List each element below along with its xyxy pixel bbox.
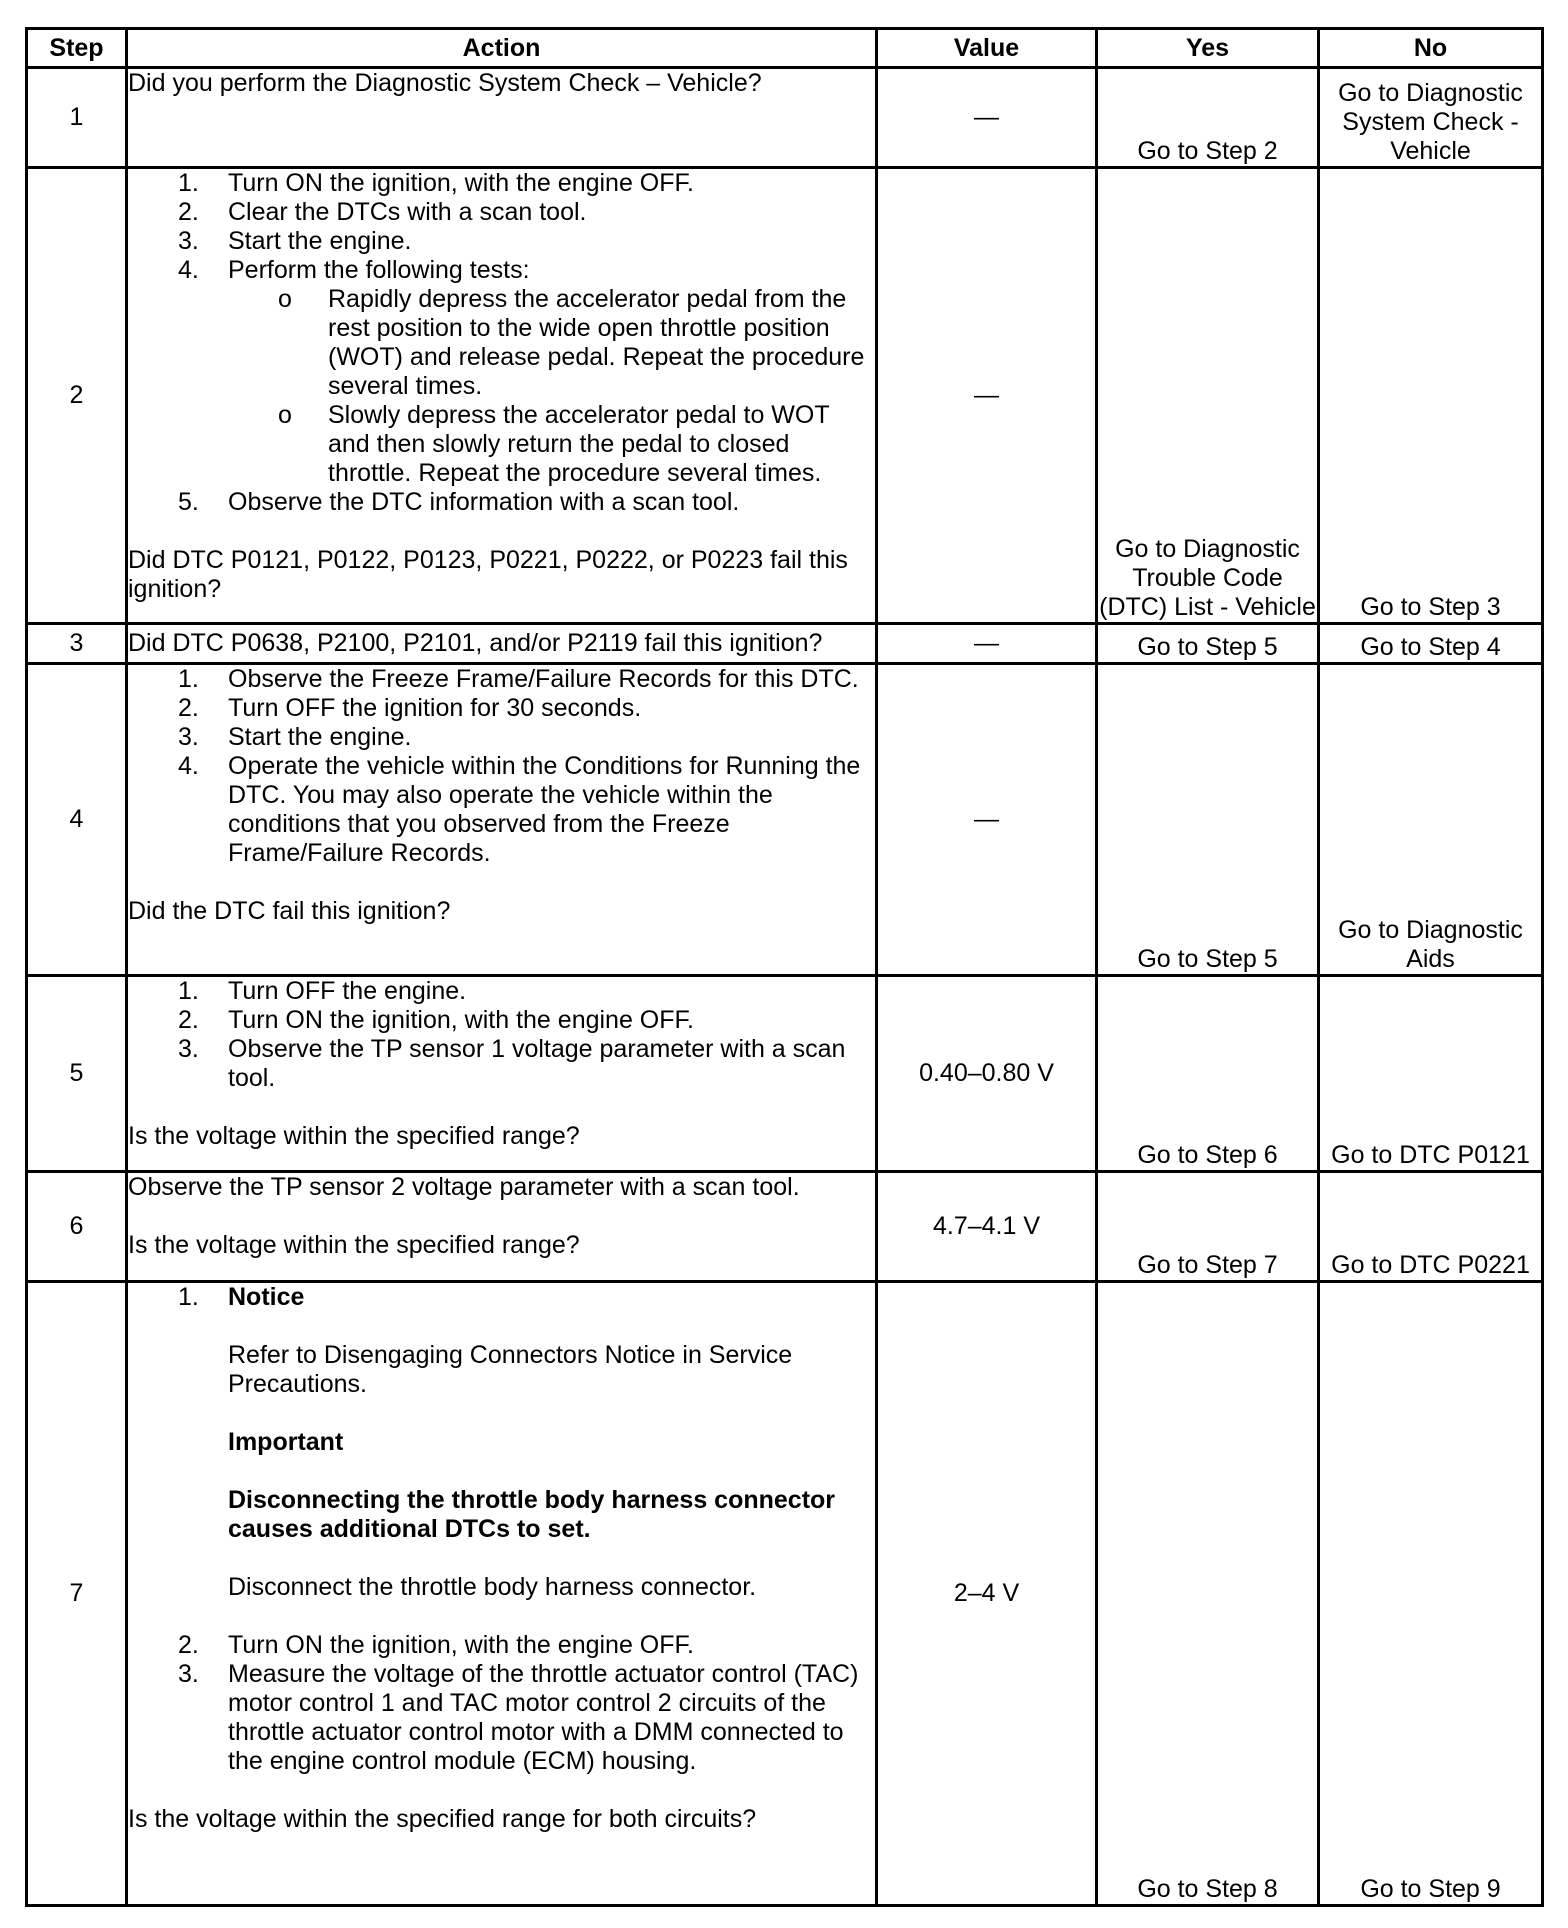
- table-row-step-4: [27, 664, 1543, 976]
- action-steps-list: [128, 169, 875, 517]
- question-text: Is the voltage within the specified range?: [128, 1231, 580, 1259]
- header-action: Action: [127, 29, 877, 68]
- test-subitem: o Rapidly depress the accelerator pedal from the rest position to the wide open throttle position (WOT) and release pedal. Repeat the procedure several times.: [278, 285, 865, 400]
- test-sublist: [228, 285, 875, 488]
- value-cell: —: [877, 168, 1097, 624]
- action-steps-list: [128, 665, 875, 868]
- yes-cell: Go to Step 7: [1097, 1172, 1319, 1282]
- question-text: Did you perform the Diagnostic System Check – Vehicle?: [128, 69, 762, 97]
- value-cell: 2–4 V: [877, 1282, 1097, 1906]
- no-cell: Go to Diagnostic Aids: [1319, 664, 1543, 976]
- value-cell: —: [877, 664, 1097, 976]
- action-step: 2. Turn ON the ignition, with the engine OFF.: [178, 1006, 694, 1034]
- action-step: 2. Clear the DTCs with a scan tool.: [178, 198, 587, 226]
- action-cell: [127, 624, 877, 664]
- action-cell: [127, 976, 877, 1172]
- question-text: Is the voltage within the specified range for both circuits?: [128, 1805, 757, 1833]
- step-number: 4: [27, 664, 127, 976]
- step-number: 6: [27, 1172, 127, 1282]
- action-steps-list: [128, 977, 875, 1093]
- action-step: 3. Start the engine.: [178, 723, 412, 751]
- action-cell: [127, 68, 877, 168]
- table-row-step-3: [27, 624, 1543, 664]
- value-cell: —: [877, 624, 1097, 664]
- instruction-text: Observe the TP sensor 2 voltage parameter with a scan tool.: [128, 1173, 800, 1201]
- no-cell: Go to DTC P0121: [1319, 976, 1543, 1172]
- no-cell: Go to DTC P0221: [1319, 1172, 1543, 1282]
- test-subitem: o Slowly depress the accelerator pedal to WOT and then slowly return the pedal to closed throttle. Repeat the procedure several times.: [278, 401, 830, 487]
- question-text: Did DTC P0638, P2100, P2101, and/or P2119 fail this ignition?: [128, 629, 823, 657]
- important-title: Important: [228, 1428, 344, 1456]
- notice-text: Refer to Disengaging Connectors Notice in Service Precautions.: [228, 1341, 793, 1398]
- question-text: Is the voltage within the specified range?: [128, 1122, 580, 1150]
- action-step: 3. Measure the voltage of the throttle actuator control (TAC) motor control 1 and TAC motor control 2 circuits of the throttle actuator control motor with a DMM connected to the engine control module (ECM) housing.: [178, 1660, 859, 1775]
- action-step: 1. Observe the Freeze Frame/Failure Records for this DTC.: [178, 665, 859, 693]
- action-step: 4. Perform the following tests: o Rapidly depress the accelerator pedal from the rest position to the wide open throttle position (WOT) and release pedal. Repeat the procedure several times. o Slowly depress the accelerator pedal to WOT and then slowly return the pedal to closed throttle. Repeat the procedure several times.: [128, 256, 875, 488]
- action-steps-list: [128, 1283, 875, 1776]
- diagnostic-table: [25, 27, 1544, 1907]
- action-step: 1. Turn ON the ignition, with the engine OFF.: [178, 169, 694, 197]
- disconnect-text: Disconnect the throttle body harness connector.: [228, 1573, 757, 1601]
- action-step: 2. Turn OFF the ignition for 30 seconds.: [178, 694, 642, 722]
- step-number: 1: [27, 68, 127, 168]
- yes-cell: Go to Diagnostic Trouble Code (DTC) List - Vehicle: [1097, 168, 1319, 624]
- table-row-step-1: [27, 68, 1543, 168]
- no-cell: Go to Diagnostic System Check - Vehicle: [1319, 68, 1543, 168]
- table-row-step-2: [27, 168, 1543, 624]
- diagnostic-table-page: [25, 27, 1541, 1907]
- action-cell: [127, 1172, 877, 1282]
- step-number: 2: [27, 168, 127, 624]
- header-yes: Yes: [1097, 29, 1319, 68]
- step-number: 5: [27, 976, 127, 1172]
- yes-cell: Go to Step 6: [1097, 976, 1319, 1172]
- important-text: Disconnecting the throttle body harness connector causes additional DTCs to set.: [228, 1486, 836, 1543]
- no-cell: Go to Step 3: [1319, 168, 1543, 624]
- yes-cell: Go to Step 5: [1097, 664, 1319, 976]
- notice-title: Notice: [228, 1283, 305, 1311]
- action-step: 1. Turn OFF the engine.: [178, 977, 467, 1005]
- yes-cell: Go to Step 2: [1097, 68, 1319, 168]
- step-number: 7: [27, 1282, 127, 1906]
- table-row-step-5: [27, 976, 1543, 1172]
- question-text: Did the DTC fail this ignition?: [128, 897, 451, 925]
- value-cell: 0.40–0.80 V: [877, 976, 1097, 1172]
- action-cell: [127, 168, 877, 624]
- step-number: 3: [27, 624, 127, 664]
- question-text: Did DTC P0121, P0122, P0123, P0221, P0222, or P0223 fail this ignition?: [128, 546, 848, 603]
- table-row-step-6: [27, 1172, 1543, 1282]
- action-cell: [127, 1282, 877, 1906]
- header-no: No: [1319, 29, 1543, 68]
- action-step: 3. Start the engine.: [178, 227, 412, 255]
- no-cell: Go to Step 4: [1319, 624, 1543, 664]
- table-header-row: [27, 29, 1543, 68]
- value-cell: 4.7–4.1 V: [877, 1172, 1097, 1282]
- action-step: 2. Turn ON the ignition, with the engine OFF.: [178, 1631, 694, 1659]
- action-cell: [127, 664, 877, 976]
- yes-cell: Go to Step 5: [1097, 624, 1319, 664]
- action-step: 1. Notice Refer to Disengaging Connectors Notice in Service Precautions. Important Disconnecting the throttle body harness connector causes additional DTCs to set. Disconnect the throttle body harness connector.: [128, 1283, 875, 1631]
- action-step: 4. Operate the vehicle within the Conditions for Running the DTC. You may also operate the vehicle within the conditions that you observed from the Freeze Frame/Failure Records.: [178, 752, 861, 867]
- yes-cell: Go to Step 8: [1097, 1282, 1319, 1906]
- no-cell: Go to Step 9: [1319, 1282, 1543, 1906]
- action-step: 3. Observe the TP sensor 1 voltage parameter with a scan tool.: [178, 1035, 846, 1092]
- header-step: Step: [27, 29, 127, 68]
- table-row-step-7: [27, 1282, 1543, 1906]
- action-step: 5. Observe the DTC information with a scan tool.: [178, 488, 740, 516]
- header-value: Value: [877, 29, 1097, 68]
- value-cell: —: [877, 68, 1097, 168]
